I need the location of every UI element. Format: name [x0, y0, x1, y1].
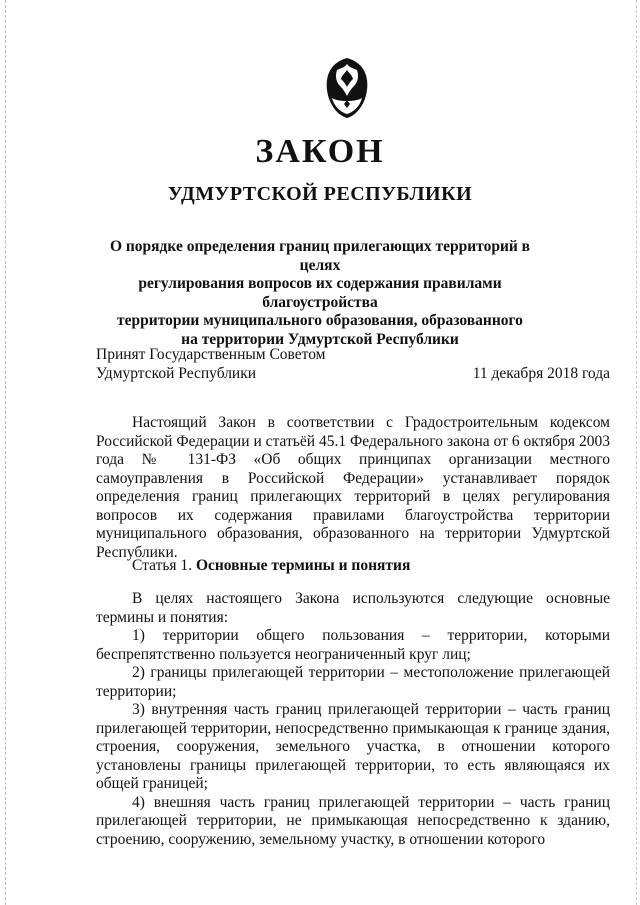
article-1-body	[96, 590, 610, 849]
adoption-line: Принят Государственным Советом	[96, 346, 326, 363]
article-1-heading	[132, 556, 410, 575]
article-title: Основные термины и понятия	[195, 557, 411, 574]
subject-line: О порядке определения границ прилегающих территорий в целях	[109, 238, 531, 274]
adoption-block	[96, 345, 326, 383]
list-item: 2) границы прилегающей территории – местоположение прилегающей территории;	[96, 664, 610, 700]
coat-of-arms-emblem-icon	[322, 56, 372, 120]
subject-line: на территории Удмуртской Республики	[181, 330, 459, 348]
subject-line: территории муниципального образования, образованного	[117, 312, 523, 329]
list-item: 1) территории общего пользования – территории, которыми беспрепятственно пользуется неограниченный круг лиц;	[96, 627, 610, 663]
law-subtitle: УДМУРТСКОЙ РЕСПУБЛИКИ	[167, 183, 473, 205]
preamble-block	[96, 414, 610, 562]
article-label: Статья 1.	[132, 557, 193, 574]
article-intro: В целях настоящего Закона используются следующие основные термины и понятия:	[96, 590, 610, 626]
law-title: ЗАКОН	[255, 133, 385, 170]
subject-line: регулирования вопросов их содержания правилами благоустройства	[138, 275, 502, 311]
list-item: 3) внутренняя часть границ прилегающей территории – часть границ прилегающей территории, непосредственно примыкающая к границе здания, строения, сооружения, земельного участка, в отношении которого установлены границы прилегающей территории, то есть являющаяся их общей границей;	[96, 701, 610, 792]
list-item: 4) внешняя часть границ прилегающей территории – часть границ прилегающей территории, не примыкающая непосредственно к зданию, строению, сооружению, земельному участку, в отношении которого	[96, 793, 610, 848]
adoption-date: 11 декабря 2018 года	[472, 365, 610, 382]
adoption-line: Удмуртской Республики	[96, 365, 257, 382]
law-subject-heading	[90, 238, 550, 349]
preamble-paragraph: Настоящий Закон в соответствии с Градостроительным кодексом Российской Федерации и статьёй 45.1 Федерального закона от 6 октября 2003 года № 131-ФЗ «Об общих принципах организации местного самоуправления в Российской Федерации» устанавливает порядок определения границ прилегающих территорий в целях регулирования вопросов их содержания правилами благоустройства территории муниципального образования, образованного на территории Удмуртской Республики.	[96, 414, 610, 561]
